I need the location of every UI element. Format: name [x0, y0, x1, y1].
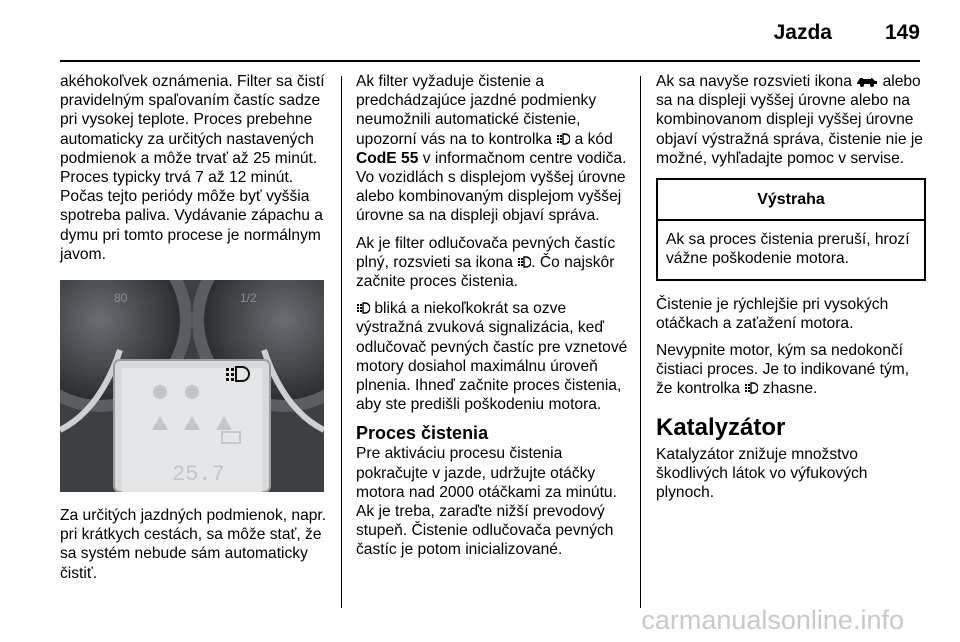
paragraph: Ak je filter odlučovača pevných častíc plný, rozsvieti sa ikona . Čo najskôr začnite proces čistenia. — [356, 234, 616, 291]
paragraph: Ak filter vyžaduje čistenie a predchádzajúce jazdné podmienky neumožnili automatické čistenie, upozorní vás na to kontrolka a kód CodE 55 v informačnom centre vodiča. Vo vozidlách s displejom vyššej úrovne alebo kombinovaným displejom vyššej úrovne sa na displeji objaví správa. — [356, 73, 627, 225]
display-readout: 25.7 — [172, 462, 225, 488]
gauge-label-left: 80 — [114, 291, 128, 306]
gauge-label-right: 1/2 — [240, 291, 257, 306]
particle-filter-icon — [356, 301, 370, 315]
header-rule — [60, 60, 920, 62]
warning-text: Ak sa proces čistenia preruší, hrozí vážne poškodenie motora. — [666, 231, 910, 268]
paragraph: bliká a niekoľkokrát sa ozve výstražná zvuková signalizácia, keď odlučovač pevných častíc pre vznetové motory dosiahol maximálnu úroveň plnenia. Ihneď začnite proces čistenia, aby ste predišli poškodeniu motora. — [356, 300, 628, 414]
paragraph: Nevypnite motor, kým sa nedokončí čistiaci proces. Je to indikované tým, že kontrolka zhasne. — [656, 342, 910, 398]
dashboard-display-image — [60, 280, 324, 492]
paragraph: akéhokoľvek oznámenia. Filter sa čistí pravidelným spaľovaním častíc sadze pri vysokej teplote. Proces prebehne automaticky za určitých nastavených podmienok a môže trvať až 25 minút. Proces typicky trvá 7 až 12 minút. Počas tejto periódy môže byť vyššia spotreba paliva. Vydávanie zápachu a dymu pri tomto procese je normálnym javom. — [60, 73, 325, 263]
warning-title: Výstraha — [658, 180, 924, 221]
column-3 — [656, 72, 926, 510]
page-header — [0, 0, 960, 60]
subheading: Proces čistenia — [356, 423, 489, 444]
particle-filter-icon — [556, 132, 570, 146]
watermark: carmanualsonline.info — [641, 605, 904, 635]
paragraph: Katalyzátor znižuje množstvo škodlivých látok vo výfukových plynoch. — [656, 445, 868, 502]
warning-box — [656, 178, 926, 281]
section-heading: Katalyzátor — [656, 413, 786, 441]
column-2 — [356, 72, 630, 568]
paragraph: Ak sa navyše rozsvieti ikona alebo sa na displeji vyššej úrovne alebo na kombinovanom displeji vyššej úrovne objaví výstražná správa, čistenie nie je možné, vyhľadajte pomoc v servise. — [656, 73, 923, 167]
paragraph: Čistenie je rýchlejšie pri vysokých otáčkach a zaťažení motora. — [656, 295, 889, 332]
column-divider — [640, 76, 641, 608]
column-1 — [60, 72, 332, 591]
error-code: CodE 55 — [356, 149, 419, 167]
page-number: 149 — [884, 21, 920, 44]
column-divider — [341, 76, 342, 608]
car-service-icon — [856, 74, 878, 88]
paragraph: Za určitých jazdných podmienok, napr. pri krátkych cestách, sa môže stať, že sa systém nebude sám automaticky čistiť. — [60, 507, 327, 582]
particle-filter-icon — [517, 255, 531, 269]
particle-filter-icon — [744, 381, 758, 395]
section-title: Jazda — [773, 21, 832, 44]
paragraph: Pre aktiváciu procesu čistenia pokračujte v jazde, udržujte otáčky motora nad 2000 otáčkami za minútu. Ak je treba, zaraďte nižší prevodový stupeň. Čistenie odlučovača pevných častíc je potom inicializované. — [356, 445, 617, 559]
